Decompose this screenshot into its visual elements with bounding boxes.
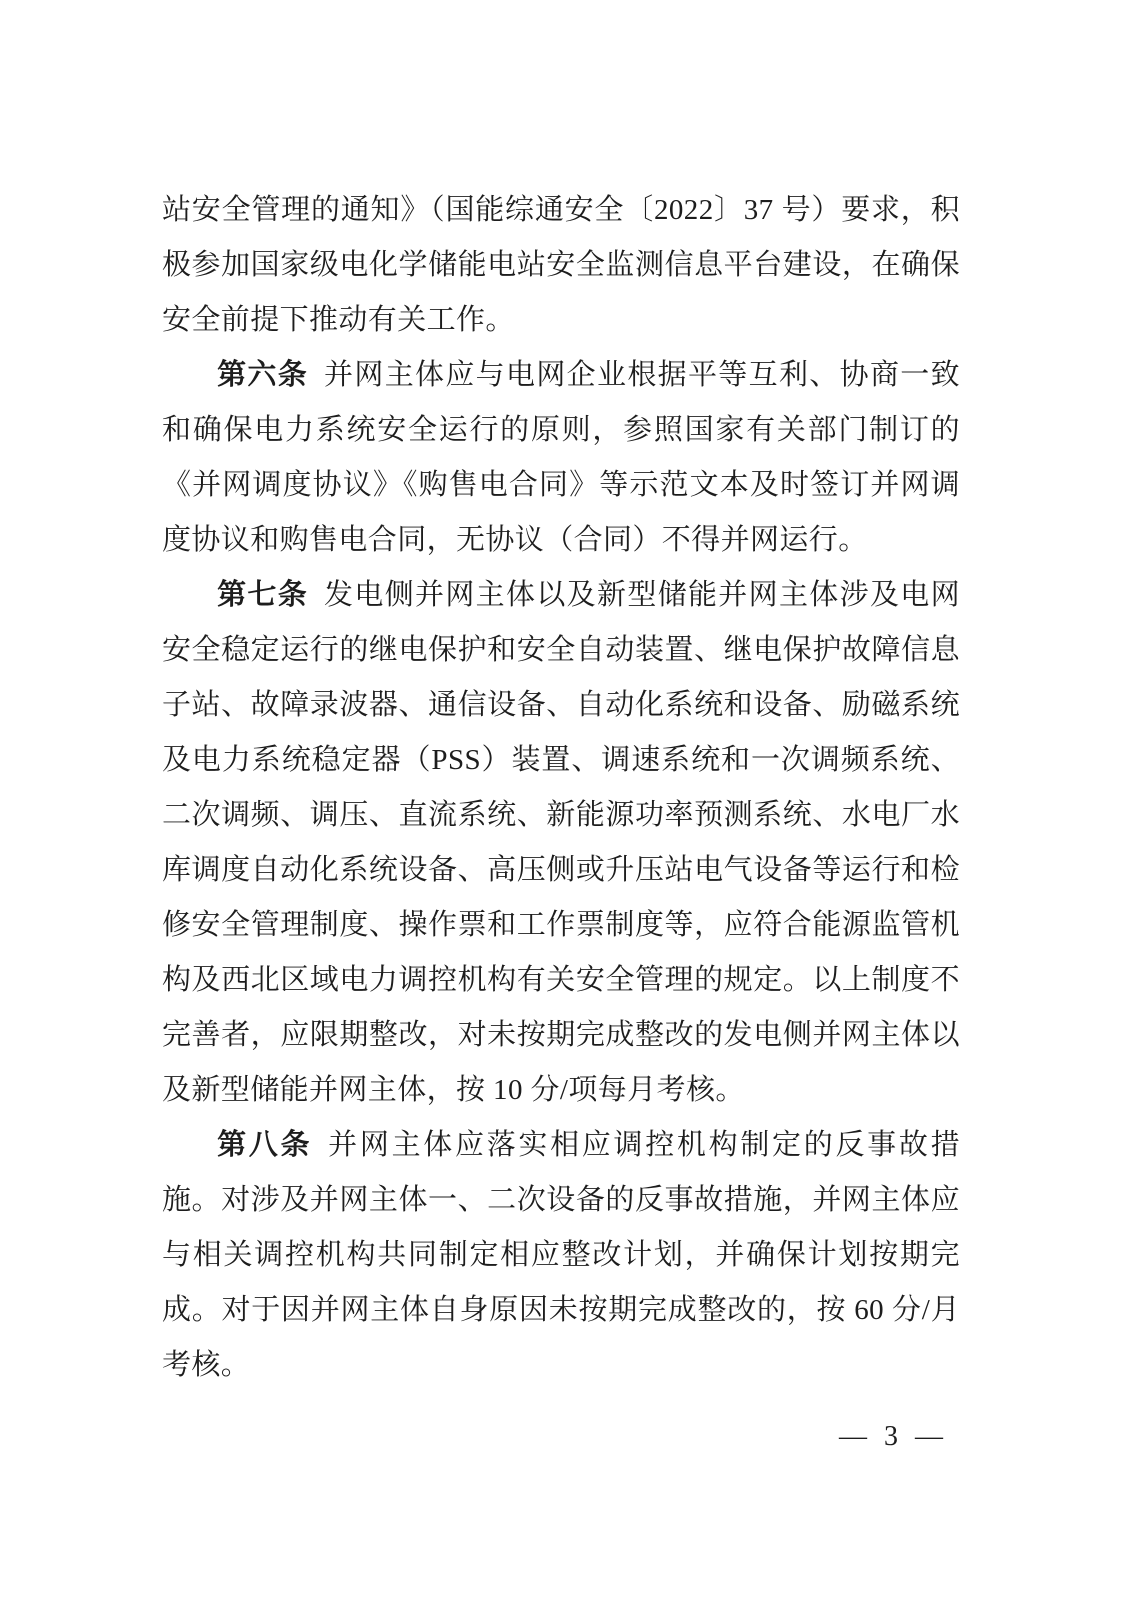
article-7-label: 第七条 <box>217 579 309 611</box>
paragraph-text: 并网主体应落实相应调控机构制定的反事故措施。对涉及并网主体一、二次设备的反事故措施，并网主体应与相关调控机构共同制定相应整改计划，并确保计划按期完成。对于因并网主体自身原因未按期完成整改的，按 60 分/月考核。 <box>162 1129 960 1381</box>
paragraph-article-6 <box>162 348 960 568</box>
document-body <box>162 183 960 1393</box>
paragraph-text: 并网主体应与电网企业根据平等互利、协商一致和确保电力系统安全运行的原则，参照国家有关部门制订的《并网调度协议》《购售电合同》等示范文本及时签订并网调度协议和购售电合同，无协议（合同）不得并网运行。 <box>162 359 961 556</box>
paragraph-article-7 <box>162 568 960 1118</box>
article-6-label: 第六条 <box>217 359 309 391</box>
article-8-label: 第八条 <box>217 1129 313 1161</box>
paragraph-continuation <box>162 183 960 348</box>
paragraph-text: 发电侧并网主体以及新型储能并网主体涉及电网安全稳定运行的继电保护和安全自动装置、继电保护故障信息子站、故障录波器、通信设备、自动化系统和设备、励磁系统及电力系统稳定器（PSS）装置、调速系统和一次调频系统、二次调频、调压、直流系统、新能源功率预测系统、水电厂水库调度自动化系统设备、高压侧或升压站电气设备等运行和检修安全管理制度、操作票和工作票制度等，应符合能源监管机构及西北区域电力调控机构有关安全管理的规定。以上制度不完善者，应限期整改，对未按期完成整改的发电侧并网主体以及新型储能并网主体，按 10 分/项每月考核。 <box>162 579 961 1106</box>
paragraph-text: 站安全管理的通知》（国能综通安全〔2022〕37 号）要求，积极参加国家级电化学储能电站安全监测信息平台建设，在确保安全前提下推动有关工作。 <box>162 194 960 336</box>
page-number <box>839 1420 945 1454</box>
paragraph-article-8 <box>162 1118 960 1393</box>
page-number-text: — 3 — <box>839 1421 945 1452</box>
